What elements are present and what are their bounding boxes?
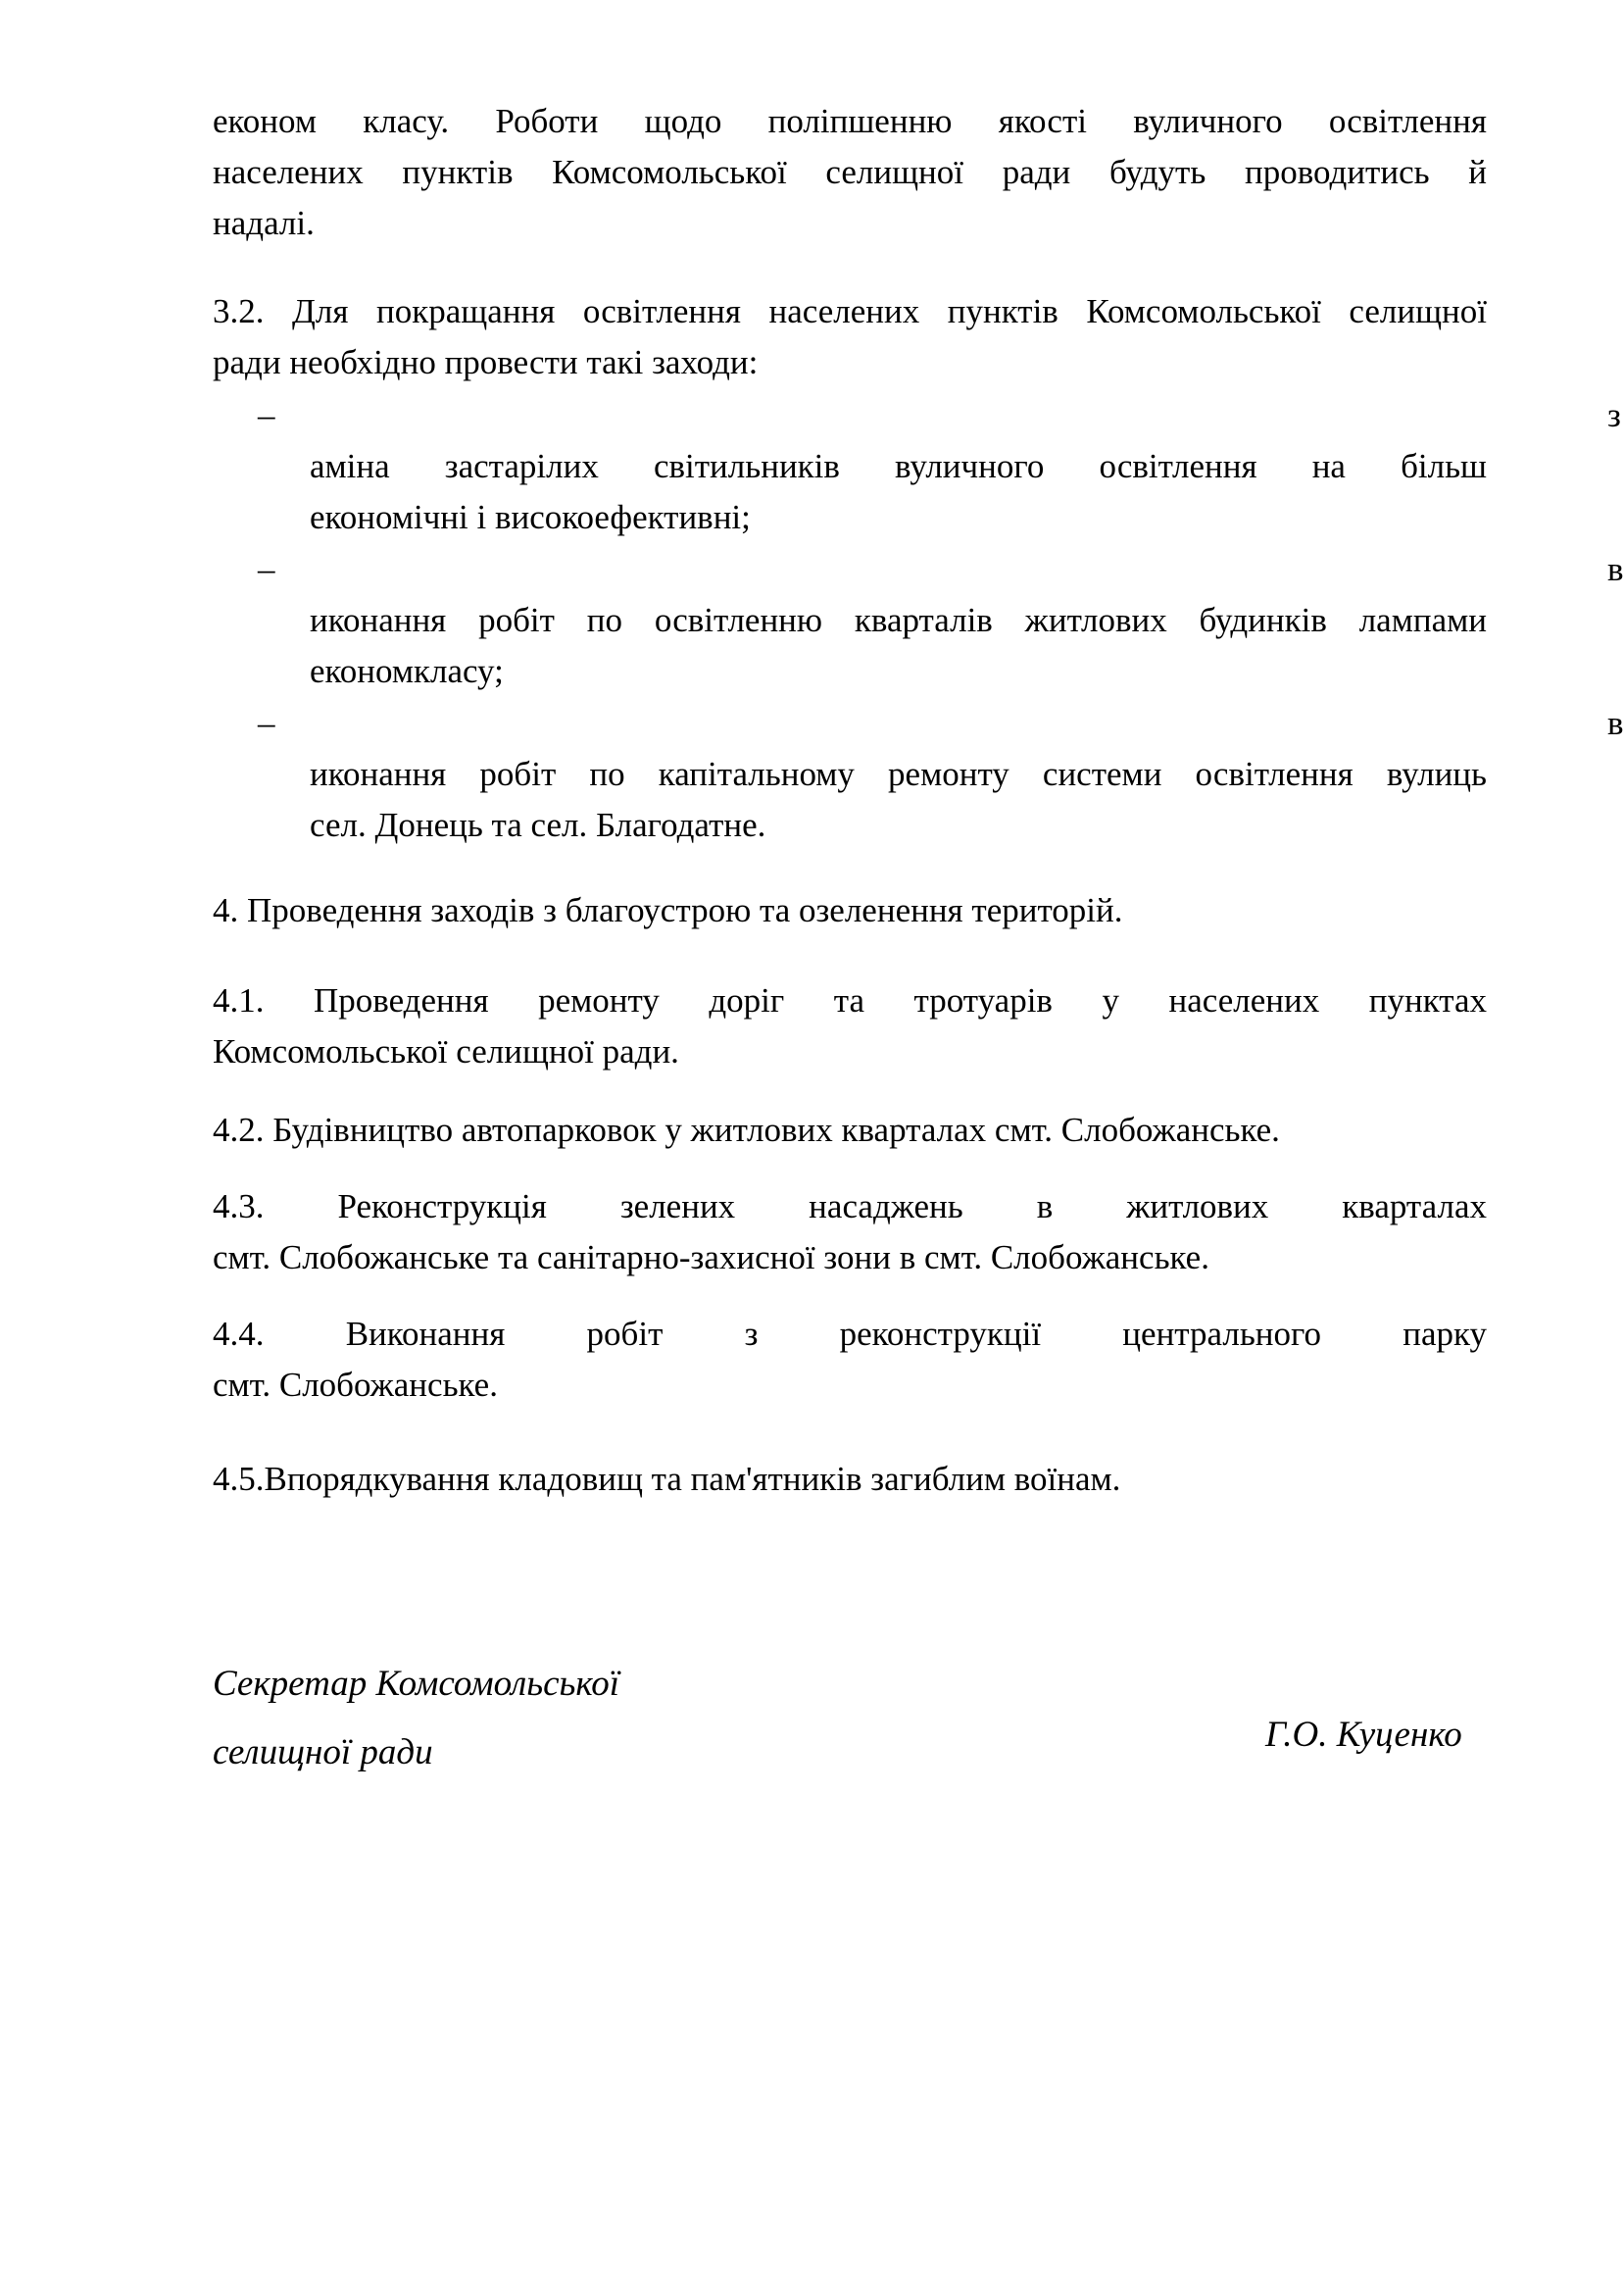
- continuation-line-1: економ класу. Роботи щодо поліпшенню якості вуличного освітлення: [213, 102, 1487, 140]
- item-4-2: [213, 1105, 1487, 1156]
- signature-title-line-1: Секретар Комсомольської: [213, 1664, 620, 1704]
- measure-3-line-2: сел. Донець та сел. Благодатне.: [310, 806, 766, 844]
- item-4-1: [213, 975, 1487, 1077]
- measure-item-1: [310, 441, 1487, 543]
- signature-title: [213, 1650, 619, 1787]
- section-4-heading: [213, 885, 1487, 936]
- item-4-1-line-1: 4.1. Проведення ремонту доріг та тротуарів у населених пунктах: [213, 981, 1487, 1020]
- measure-2-line-1: иконання робіт по освітленню кварталів житлових будинків лампами: [310, 601, 1487, 639]
- continuation-line-3: надалі.: [213, 204, 315, 242]
- continuation-line-2: населених пунктів Комсомольської селищної ради будуть проводитись й: [213, 153, 1487, 191]
- signature-name: Г.О. Куценко: [1265, 1715, 1462, 1755]
- item-4-1-line-2: Комсомольської селищної ради.: [213, 1032, 679, 1071]
- item-4-4-line-1: 4.4. Виконання робіт з реконструкції центрального парку: [213, 1315, 1487, 1353]
- continuation-paragraph: [213, 96, 1487, 249]
- item-4-3: [213, 1181, 1487, 1283]
- section-3-2-paragraph: [213, 286, 1487, 388]
- list-dash-2: –: [258, 550, 275, 588]
- list-overflow-letter-1: з: [1607, 396, 1621, 434]
- section-4-heading-text: 4. Проведення заходів з благоустрою та озеленення територій.: [213, 891, 1123, 929]
- measure-1-line-1: аміна застарілих світильників вуличного освітлення на більш: [310, 447, 1487, 485]
- item-4-4-line-2: смт. Слобожанське.: [213, 1366, 498, 1404]
- section-3-2-line-2: ради необхідно провести такі заходи:: [213, 343, 759, 381]
- list-overflow-letter-3: в: [1607, 704, 1624, 742]
- section-3-2-line-1: 3.2. Для покращання освітлення населених пунктів Комсомольської селищної: [213, 292, 1487, 330]
- measure-1-line-2: економічні і високоефективні;: [310, 498, 751, 536]
- measure-item-3: [310, 749, 1487, 851]
- item-4-2-text: 4.2. Будівництво автопарковок у житлових кварталах смт. Слобожанське.: [213, 1111, 1280, 1149]
- item-4-3-line-2: смт. Слобожанське та санітарно-захисної зони в смт. Слобожанське.: [213, 1238, 1209, 1276]
- list-dash-3: –: [258, 704, 275, 742]
- list-dash-1: –: [258, 396, 275, 434]
- signature-title-line-2: селищної ради: [213, 1732, 433, 1772]
- item-4-5-text: 4.5.Впорядкування кладовищ та пам'ятників загиблим воїнам.: [213, 1460, 1121, 1498]
- list-overflow-letter-2: в: [1607, 550, 1624, 588]
- item-4-5: [213, 1454, 1487, 1505]
- measure-3-line-1: иконання робіт по капітальному ремонту системи освітлення вулиць: [310, 755, 1487, 793]
- item-4-4: [213, 1309, 1487, 1411]
- measure-2-line-2: економкласу;: [310, 652, 504, 690]
- measure-item-2: [310, 595, 1487, 697]
- item-4-3-line-1: 4.3. Реконструкція зелених насаджень в житлових кварталах: [213, 1187, 1487, 1225]
